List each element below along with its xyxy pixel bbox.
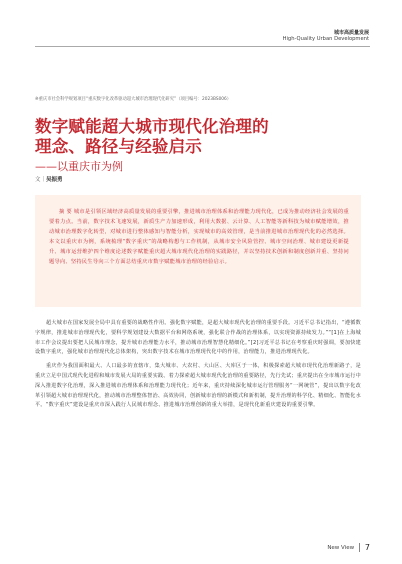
title-line-2: 理念、路径与经验启示 bbox=[35, 137, 202, 156]
journal-name: New View bbox=[327, 544, 355, 551]
author-line bbox=[35, 175, 63, 183]
article-subtitle: ——以重庆市为例 bbox=[35, 160, 123, 173]
article-title bbox=[35, 117, 269, 157]
body-paragraph: 重庆作为我国面积最大、人口最多的直辖市，集大城市、大农村、大山区、大库区于一体，积极探索超大城市现代化治理新路子，是重庆立足中国式现代化进程和城市发展大局的重要实践、着力探索超大城市现代化治理的重要路径，先行先试；重庆提出在全市城市运行中深入推进数字化治理，深入推进城市治理体系和治理能力现代化；近年来，重庆持续深化城市运行管理服务“一网统管”，提出以数字化改革引领超大城市治理现代化，推动城市治理整体智治、高效协同，创新城市治理的新模式和新机制，提升治理的科学化、精细化、智能化水平。“数字重庆”建设是重庆市深入践行人民城市理念、推进城市治理创新的重大举措，是现代化新重庆建设的重要引擎。 bbox=[35, 363, 361, 409]
page-footer bbox=[327, 543, 370, 552]
section-title-en: High-Quality Urban Development bbox=[282, 36, 369, 42]
body-paragraph: 超大城市在国家发展全局中具有重要的战略性作用。强化数字赋能，是超大城市现代化治理的重要手段。习近平总书记指出，“遵循数字规律，推进城市治理现代化，要科学规划建设大数据平台和网络系统，强化联合作战的治理体系，以实现资源持续发力。”“[1]在上海城市工作会议提出要把人民城市理念，提升城市治理能力水平，推动城市治理智慧化精细化。”[2]习近平总书记在考察重庆时强调，要加快建设数字重庆，强化城市治理现代化总体架构，突出数字技术在城市治理现代化中的作用，治理能力，推进治理现代化。 bbox=[35, 320, 361, 356]
abstract-box bbox=[35, 195, 361, 307]
section-title-cn: 城市高质量发展 bbox=[333, 30, 369, 36]
author-prefix: 文｜ bbox=[35, 177, 47, 183]
title-line-1: 数字赋能超大城市现代化治理的 bbox=[35, 117, 269, 136]
abstract-text: 摘 要 城市是引领区域经济高质量发展的重要引擎，推进城市治理体系和治理能力现代化，已成为推动经济社会发展的重要着力点。当前，数字技术飞速发展，新质生产力加速形成，利用大数据、云计算、人工智能等新科技为城市赋能增效，推动城市治理数字化转型，对城市进行整体感知与智能分析，实现城市的高效管理，是当前推进城市治理现代化的必然选择。本文以重庆市为例，系统梳理“数字重庆”的战略构想与工作机制，从城市安全风险管控、城市空间治理、城市建设更新提升、城市运营维护四个维度论述数字赋能重庆超大城市现代化治理的实践路径，并以坚持技术创新和制度创新并重、坚持问题导向、坚持民生导向三个方面总结重庆市数字赋能城市治理的经验启示。 bbox=[49, 209, 349, 265]
footer-divider bbox=[359, 543, 360, 552]
page-number: 7 bbox=[364, 543, 370, 552]
funding-note: ※重庆市社会科学规划项目“重庆数字化改革驱动超大城市治理现代化研究”（项目编号：2023BS006） bbox=[35, 97, 232, 102]
running-header bbox=[283, 30, 369, 42]
author-name: 吴振勇 bbox=[46, 177, 63, 183]
body-text bbox=[35, 319, 361, 411]
header-rule bbox=[35, 46, 370, 47]
